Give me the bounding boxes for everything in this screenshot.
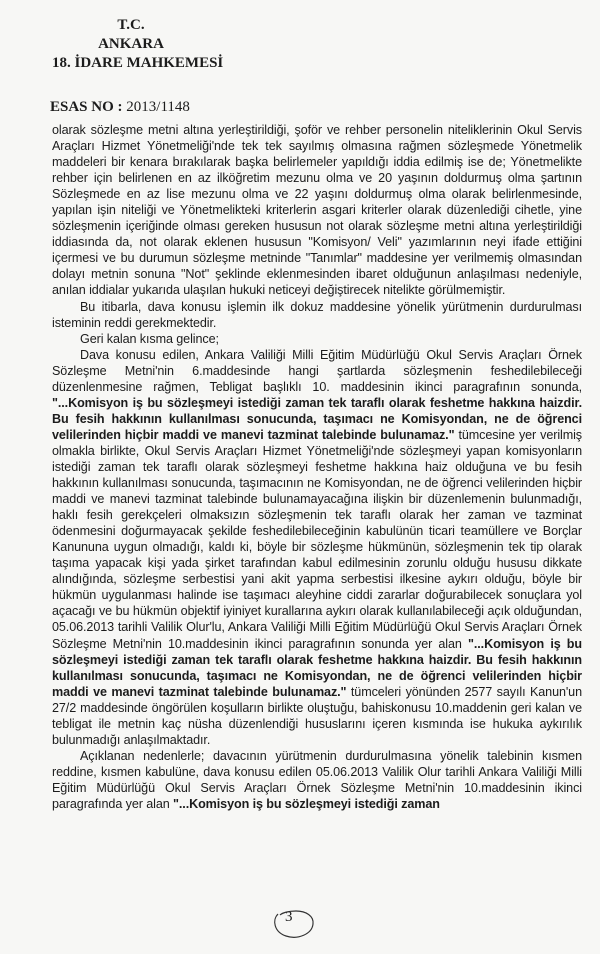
paragraph-5-quote: "...Komisyon iş bu sözleşmeyi istediği zaman — [173, 796, 440, 811]
paragraph-4-quote-2: "...Komisyon iş bu sözleşmeyi istediği zaman tek taraflı olarak feshetme hakkına haizdir. Bu fesih hakkının kullanılması sonucunda, taşımacı ne Komisyondan, ne de öğrenci velilerinden hiçbir maddi ve manevi tazminat talebinde bulunamaz." — [52, 636, 582, 699]
paragraph-4 — [52, 347, 582, 748]
header-city: ANKARA — [98, 36, 164, 52]
document-body — [52, 122, 582, 812]
paragraph-5-part-1: Açıklanan nedenlerle; davacının yürütmenin durdurulmasına yönelik talebinin kısmen reddine, kısmen kabulüne, dava konusu edilen 05.06.2013 Valilik Olur tarihli Ankara Valiliği Milli Eğitim Müdürlüğü Okul Servis Araçları Örnek Sözleşme Metni'nin 10.maddesinin ikinci paragrafında yer alan — [52, 748, 582, 811]
case-number-value: 2013/1148 — [126, 99, 190, 115]
case-number — [50, 99, 190, 116]
paragraph-3: Geri kalan kısma gelince; — [80, 331, 219, 346]
page-number-circle-icon — [268, 906, 318, 942]
paragraph-2: Bu itibarla, dava konusu işlemin ilk dokuz maddesine yönelik yürütmenin durdurulması isteminin reddi gerekmektedir. — [52, 299, 582, 330]
paragraph-1: olarak sözleşme metni altına yerleştirildiği, şoför ve rehber personelin niteliklerinin Okul Servis Araçları Hizmet Yönetmeliği'nde tek tek sayılmış olmasına rağmen sözleşmede Yönetmelik maddeleri bir kenara bırakılarak başka belirlemeler yapıldığı iddia edilmiş ise de; Yönetmelikte rehber için belirlenen en az ilköğretim mezunu olma ve 20 yaşının doldurmuş olma şartının Sözleşmede en az lise mezunu olma ve 22 yaşını doldurmuş olma olarak belirlenmesinde, yapılan işin niteliği ve Yönetmelikteki kriterlerin asgari kriterler olarak düzenlediği cihetle, yine sözleşmenin içeriğinde olması gereken hususun not olarak sözleşme metni altına yerleştirildiği iddiasında da, not olarak eklenen hususun "Komisyon/ Veli" yazımlarının neyi ifade ettiğini içermesi ve bu durumun sözleşme metninde "Tanımlar" maddesine yer verilmemiş olmasından dolayı metnin sonuna "Not" şeklinde eklenmesinden ibaret olduğunun anlaşılması nedeniyle, anılan iddialar yukarıda ulaşılan hukuki neticeyi değiştirecek nitelikte görülmemiştir. — [52, 123, 582, 298]
paragraph-4-part-1: Dava konusu edilen, Ankara Valiliği Milli Eğitim Müdürlüğü Okul Servis Araçları Örnek Sözleşme Metni'nin 6.maddesinde hangi şartlarda sözleşmenin feshedilebileceği düzenlenmesine rağmen, Tebligat başlıklı 10. maddesinin ikinci paragrafının sonunda, — [52, 347, 582, 394]
case-number-label: ESAS NO : — [50, 99, 123, 115]
paragraph-5 — [52, 748, 582, 812]
header-court-name: 18. İDARE MAHKEMESİ — [52, 55, 224, 71]
paragraph-4-part-2: tümcesine yer verilmiş olmakla birlikte, Okul Servis Araçları Hizmet Yönetmeliği'nde sözleşmeyi yapan komisyonların istediği zaman tek taraflı olarak sözleşmeyi feshetme hakkına haiz olduğuna ve bu fesih hakkının kullanılması sonucunda, taşımacının ne Komisyondan, ne de öğrenci velilerinden hiçbir maddi ve manevi tazminat talebinde bulunamayacağına ilişkin bir düzenlemenin bulunmadığı, haklı fesih gerekçeleri olmaksızın sözleşmenin tek taraflı olarak her zaman ve tazminat ödenmesini doğurmayacak şekilde feshedilebileceğinin kabulünün ticari teamüllere ve Borçlar Kanununa uygun olmadığı, kaldı ki, böyle bir sözleşme hükmünün, sözleşmenin tek tip olarak taşıma yapacak kişi yada şirket tarafından kabul edilmesinin zorunlu olduğu hususu dikkate alındığında, sözleşme serbestisi yani akit yapma serbestisi ilkesine aykırı olduğu, böyle bir hükmün uygulanması halinde ise taşımacı aleyhine ciddi zararlar doğurabilecek sonuçlara yol açacağı ve bu hükmün objektif iyiniyet kurallarına aykırı olarak kullanılabileceği açık olduğundan, 05.06.2013 tarihli Valilik Olur'lu, Ankara Valiliği Milli Eğitim Müdürlüğü Okul Servis Araçları Örnek Sözleşme Metni'nin 10.maddesinin ikinci paragrafının sonunda yer alan — [52, 427, 583, 651]
page-number-value: 3 — [285, 909, 293, 925]
court-header — [52, 16, 224, 73]
paragraph-4-part-3: tümceleri yönünden 2577 sayılı Kanun'un 27/2 maddesinde öngörülen koşulların birlikte oluştuğu, bahiskonusu 10.maddenin geri kalan ve tebligat ile metnin kaç nüsha düzenlendiği hususlarını içeren kısmında ise hukuka aykırılık bulunmadığı anlaşılmaktadır. — [52, 684, 582, 747]
paragraph-4-quote-1: "...Komisyon iş bu sözleşmeyi istediği zaman tek taraflı olarak feshetme hakkına haizdir. Bu fesih hakkının kullanılması sonucunda, taşımacı ne Komisyondan, ne de öğrenci velilerinden hiçbir maddi ve manevi tazminat talebinde bulunamaz." — [52, 395, 582, 442]
page-number — [268, 906, 318, 942]
header-tc: T.C. — [117, 17, 145, 33]
